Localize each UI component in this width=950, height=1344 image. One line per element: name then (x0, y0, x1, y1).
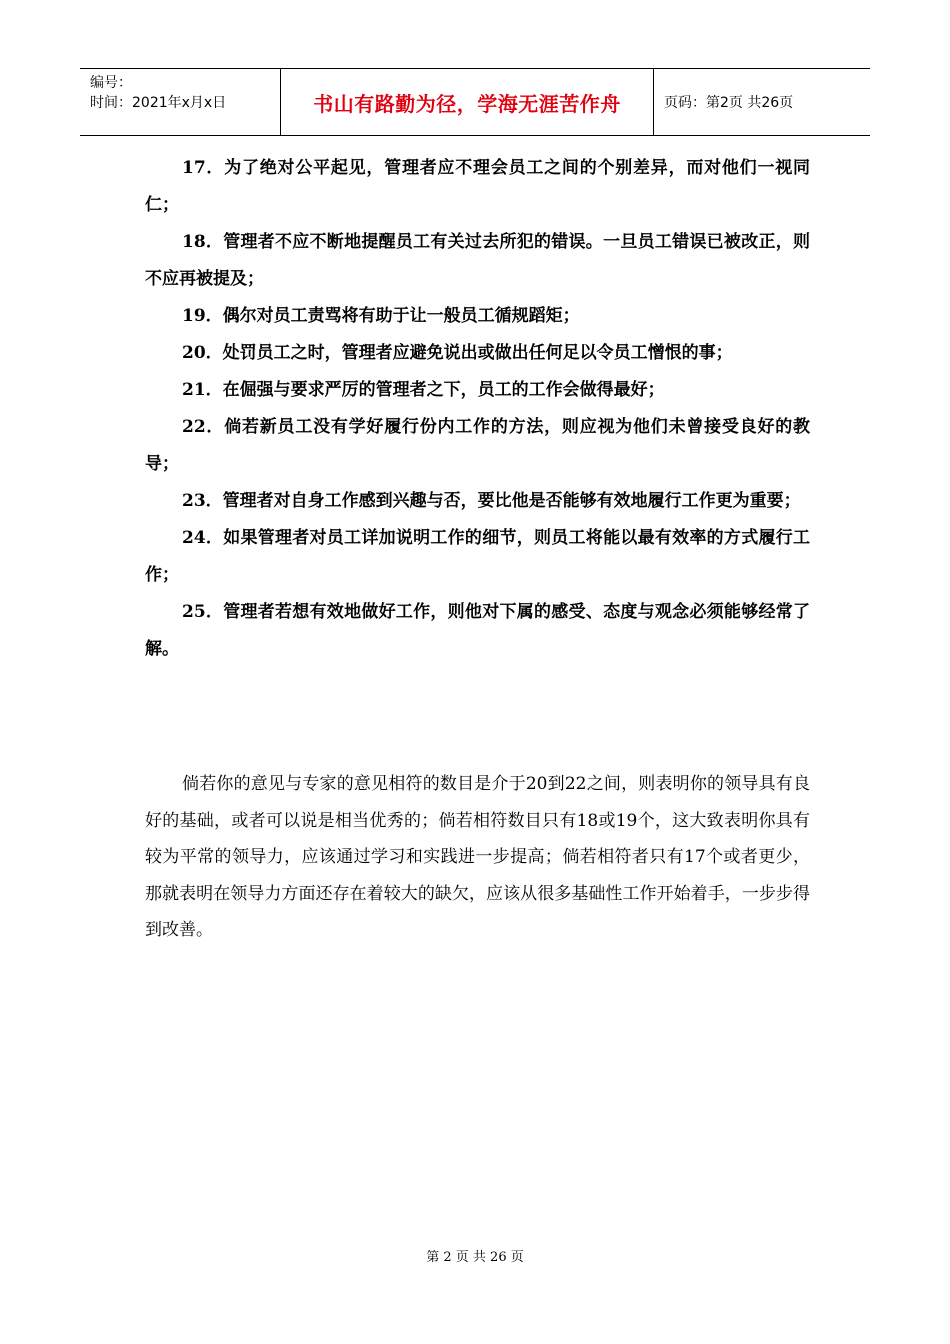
item-text: 管理者对自身工作感到兴趣与否，要比他是否能够有效地履行工作更为重要； (222, 491, 801, 511)
item-text: 在倔强与要求严厉的管理者之下，员工的工作会做得最好； (222, 380, 665, 400)
document-time-label: 时间：2021年x月x日 (90, 95, 227, 111)
list-item (145, 594, 810, 668)
document-number-label: 编号： (90, 75, 132, 91)
item-number: 24． (182, 528, 224, 548)
item-number: 21． (182, 380, 223, 400)
list-item (145, 298, 810, 335)
item-text: 偶尔对员工责骂将有助于让一般员工循规蹈矩； (222, 306, 580, 326)
item-text: 处罚员工之时，管理者应避免说出或做出任何足以令员工憎恨的事； (222, 343, 733, 363)
list-item (145, 409, 810, 483)
footer-page-number: 第 2 页 共 26 页 (426, 1250, 524, 1265)
list-item (145, 483, 810, 520)
summary-paragraph: 倘若你的意见与专家的意见相符的数目是介于20到22之间，则表明你的领导具有良好的基础，或者可以说是相当优秀的；倘若相符数目只有18或19个，这大致表明你具有较为平常的领导力，应该通过学习和实践进一步提高；倘若相符者只有17个或者更少，那就表明在领导力方面还存在着较大的缺欠，应该从很多基础性工作开始着手，一步步得到改善。 (145, 774, 810, 940)
item-number: 17． (182, 158, 225, 178)
header-page-cell (654, 69, 870, 135)
item-number: 23． (182, 491, 223, 511)
header-page-info: 页码：第2页 共26页 (664, 95, 794, 111)
question-list (145, 150, 810, 668)
item-number: 22． (182, 417, 225, 437)
list-item (145, 224, 810, 298)
item-number: 25． (182, 602, 224, 622)
list-item (145, 335, 810, 372)
item-text: 管理者若想有效地做好工作，则他对下属的感受、态度与观念必须能够经常了解。 (145, 602, 810, 659)
header-meta (80, 69, 281, 135)
item-text: 管理者不应不断地提醒员工有关过去所犯的错误。一旦员工错误已被改正，则不应再被提及； (145, 232, 810, 289)
item-text: 如果管理者对员工详加说明工作的细节，则员工将能以最有效率的方式履行工作； (145, 528, 810, 585)
page-footer (0, 1246, 950, 1265)
item-text: 为了绝对公平起见，管理者应不理会员工之间的个别差异，而对他们一视同仁； (145, 158, 810, 215)
header-motto-cell (281, 69, 654, 135)
item-text: 倘若新员工没有学好履行份内工作的方法，则应视为他们未曾接受良好的教导； (145, 417, 810, 474)
list-item (145, 150, 810, 224)
item-number: 18． (182, 232, 224, 252)
document-header (80, 68, 870, 136)
header-motto: 书山有路勤为径，学海无涯苦作舟 (313, 91, 621, 116)
item-number: 20． (182, 343, 223, 363)
list-item (145, 372, 810, 409)
item-number: 19． (182, 306, 223, 326)
list-item (145, 520, 810, 594)
